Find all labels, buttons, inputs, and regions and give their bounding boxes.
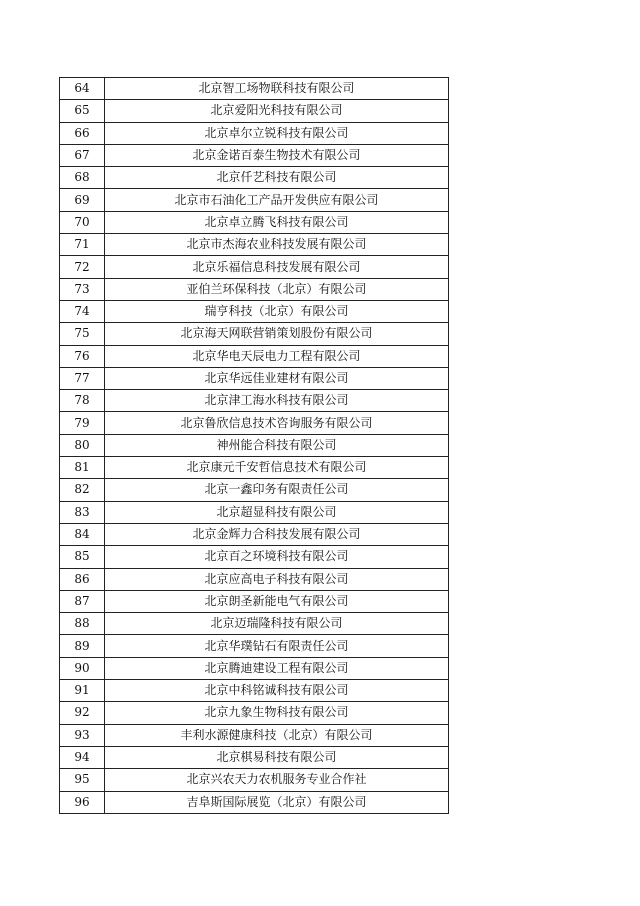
company-name: 北京腾迪建设工程有限公司 — [105, 657, 449, 679]
table-row — [60, 479, 449, 501]
row-number: 77 — [60, 367, 105, 389]
company-name: 北京海天网联营销策划股份有限公司 — [105, 323, 449, 345]
row-number: 70 — [60, 211, 105, 233]
table-row — [60, 278, 449, 300]
row-number: 91 — [60, 680, 105, 702]
table-row — [60, 724, 449, 746]
row-number: 93 — [60, 724, 105, 746]
row-number: 90 — [60, 657, 105, 679]
row-number: 78 — [60, 390, 105, 412]
company-name: 北京金辉力合科技发展有限公司 — [105, 523, 449, 545]
table-row — [60, 635, 449, 657]
company-name: 北京九象生物科技有限公司 — [105, 702, 449, 724]
company-name: 北京仟艺科技有限公司 — [105, 167, 449, 189]
table-row — [60, 501, 449, 523]
table-row — [60, 122, 449, 144]
company-name: 北京鲁欣信息技术咨询服务有限公司 — [105, 412, 449, 434]
company-name: 北京兴农天力农机服务专业合作社 — [105, 769, 449, 791]
row-number: 64 — [60, 78, 105, 100]
company-name: 北京一鑫印务有限责任公司 — [105, 479, 449, 501]
row-number: 72 — [60, 256, 105, 278]
company-name: 北京超显科技有限公司 — [105, 501, 449, 523]
table-row — [60, 434, 449, 456]
row-number: 80 — [60, 434, 105, 456]
table-row — [60, 769, 449, 791]
table-row — [60, 300, 449, 322]
row-number: 95 — [60, 769, 105, 791]
row-number: 81 — [60, 457, 105, 479]
table-row — [60, 100, 449, 122]
company-name: 北京爱阳光科技有限公司 — [105, 100, 449, 122]
row-number: 79 — [60, 412, 105, 434]
row-number: 76 — [60, 345, 105, 367]
company-name: 丰利水源健康科技（北京）有限公司 — [105, 724, 449, 746]
company-name: 北京华电天辰电力工程有限公司 — [105, 345, 449, 367]
table-row — [60, 680, 449, 702]
company-name: 北京华璞钻石有限责任公司 — [105, 635, 449, 657]
table-row — [60, 189, 449, 211]
row-number: 86 — [60, 568, 105, 590]
company-name: 北京卓尔立锐科技有限公司 — [105, 122, 449, 144]
row-number: 84 — [60, 523, 105, 545]
table-row — [60, 211, 449, 233]
row-number: 73 — [60, 278, 105, 300]
company-name: 北京市石油化工产品开发供应有限公司 — [105, 189, 449, 211]
table-row — [60, 167, 449, 189]
row-number: 88 — [60, 613, 105, 635]
company-name: 北京金诺百泰生物技术有限公司 — [105, 144, 449, 166]
table-row — [60, 791, 449, 813]
row-number: 71 — [60, 234, 105, 256]
company-name: 亚伯兰环保科技（北京）有限公司 — [105, 278, 449, 300]
table-row — [60, 613, 449, 635]
company-name: 北京中科铭诚科技有限公司 — [105, 680, 449, 702]
row-number: 85 — [60, 546, 105, 568]
company-name: 吉阜斯国际展览（北京）有限公司 — [105, 791, 449, 813]
row-number: 66 — [60, 122, 105, 144]
company-name: 北京华远佳业建材有限公司 — [105, 367, 449, 389]
table-row — [60, 78, 449, 100]
company-name: 北京乐福信息科技发展有限公司 — [105, 256, 449, 278]
row-number: 68 — [60, 167, 105, 189]
row-number: 92 — [60, 702, 105, 724]
company-name: 北京卓立腾飞科技有限公司 — [105, 211, 449, 233]
row-number: 82 — [60, 479, 105, 501]
company-name: 北京智工场物联科技有限公司 — [105, 78, 449, 100]
row-number: 65 — [60, 100, 105, 122]
company-name: 北京市杰海农业科技发展有限公司 — [105, 234, 449, 256]
company-name: 北京康元千安哲信息技术有限公司 — [105, 457, 449, 479]
table-row — [60, 457, 449, 479]
company-name: 北京津工海水科技有限公司 — [105, 390, 449, 412]
row-number: 67 — [60, 144, 105, 166]
row-number: 96 — [60, 791, 105, 813]
company-name: 北京应高电子科技有限公司 — [105, 568, 449, 590]
company-list-table — [59, 77, 449, 814]
table-row — [60, 390, 449, 412]
table-row — [60, 412, 449, 434]
table-row — [60, 590, 449, 612]
company-name: 北京百之环境科技有限公司 — [105, 546, 449, 568]
table-row — [60, 657, 449, 679]
table-row — [60, 702, 449, 724]
table-row — [60, 523, 449, 545]
table-row — [60, 568, 449, 590]
table-row — [60, 345, 449, 367]
company-name: 北京棋易科技有限公司 — [105, 746, 449, 768]
company-name: 北京朗圣新能电气有限公司 — [105, 590, 449, 612]
table-row — [60, 546, 449, 568]
table-row — [60, 234, 449, 256]
table-body — [60, 78, 449, 814]
table-row — [60, 323, 449, 345]
table-row — [60, 144, 449, 166]
row-number: 87 — [60, 590, 105, 612]
row-number: 94 — [60, 746, 105, 768]
table-row — [60, 256, 449, 278]
company-name: 瑞亨科技（北京）有限公司 — [105, 300, 449, 322]
company-name: 北京迈瑞隆科技有限公司 — [105, 613, 449, 635]
table-row — [60, 367, 449, 389]
row-number: 83 — [60, 501, 105, 523]
row-number: 75 — [60, 323, 105, 345]
table-row — [60, 746, 449, 768]
row-number: 69 — [60, 189, 105, 211]
row-number: 74 — [60, 300, 105, 322]
row-number: 89 — [60, 635, 105, 657]
company-name: 神州能合科技有限公司 — [105, 434, 449, 456]
